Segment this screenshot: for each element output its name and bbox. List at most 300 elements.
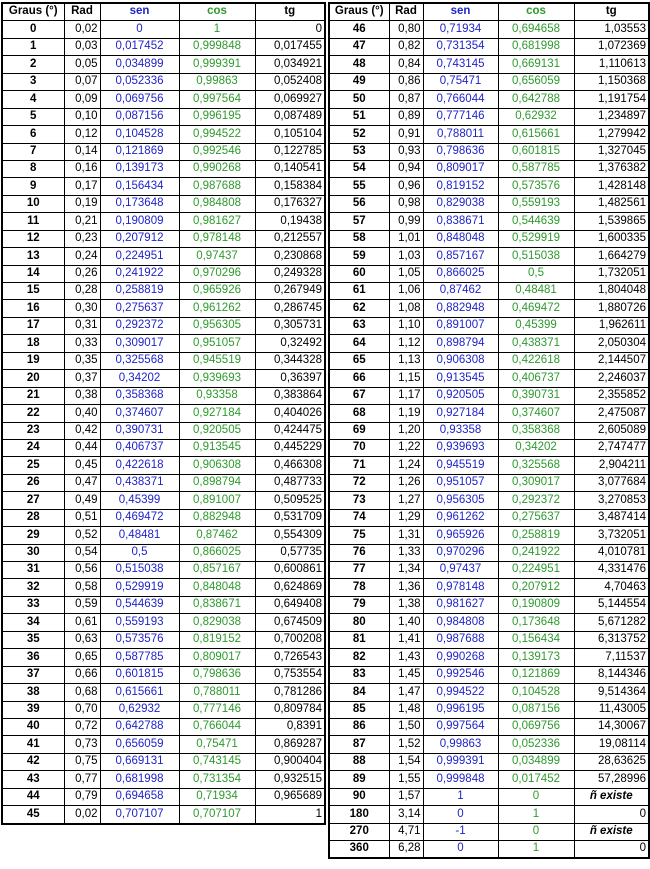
sine-cell: 0,99863 — [423, 736, 498, 753]
sine-cell: 0,45399 — [100, 492, 179, 509]
cosine-cell: 0,087156 — [498, 701, 574, 718]
tangent-cell: 0,674509 — [255, 614, 325, 631]
degrees-cell: 11 — [2, 213, 64, 230]
table-row — [2, 108, 325, 125]
sine-cell: 0,358368 — [100, 387, 179, 404]
degrees-cell: 84 — [329, 684, 389, 701]
tangent-cell: 0,600861 — [255, 562, 325, 579]
tangent-cell: 2,475087 — [574, 405, 649, 422]
header-row — [2, 3, 325, 21]
degrees-cell: 23 — [2, 422, 64, 439]
sine-cell: 0,731354 — [423, 38, 498, 55]
tangent-cell: 2,050304 — [574, 335, 649, 352]
header-radians: Rad — [389, 3, 423, 21]
cosine-cell: 0,258819 — [498, 527, 574, 544]
table-row — [2, 265, 325, 282]
degrees-cell: 18 — [2, 335, 64, 352]
table-row — [2, 457, 325, 474]
table-row — [2, 492, 325, 509]
degrees-cell: 9 — [2, 178, 64, 195]
tangent-cell: 0,8391 — [255, 718, 325, 735]
degrees-cell: 86 — [329, 718, 389, 735]
header-row — [329, 3, 649, 21]
sine-cell: 0,104528 — [100, 126, 179, 143]
tangent-cell: 0,230868 — [255, 248, 325, 265]
sine-cell: 0,587785 — [100, 649, 179, 666]
table-row — [2, 178, 325, 195]
cosine-cell: 0,601815 — [498, 143, 574, 160]
table-row — [2, 143, 325, 160]
table-row — [329, 788, 649, 805]
sine-cell: 0,777146 — [423, 108, 498, 125]
degrees-cell: 78 — [329, 579, 389, 596]
sine-cell: 0,945519 — [423, 457, 498, 474]
tangent-cell: 3,270853 — [574, 492, 649, 509]
degrees-cell: 63 — [329, 317, 389, 334]
degrees-cell: 81 — [329, 631, 389, 648]
table-row — [2, 213, 325, 230]
cosine-cell: 0,156434 — [498, 631, 574, 648]
radians-cell: 1,10 — [389, 317, 423, 334]
header-tangent: tg — [255, 3, 325, 21]
radians-cell: 0,73 — [64, 736, 100, 753]
sine-cell: 0,838671 — [423, 213, 498, 230]
table-row — [2, 684, 325, 701]
table-row — [2, 544, 325, 561]
degrees-cell: 33 — [2, 596, 64, 613]
radians-cell: 1,48 — [389, 701, 423, 718]
table-row — [2, 300, 325, 317]
sine-cell: 0,62932 — [100, 701, 179, 718]
tangent-cell: 7,11537 — [574, 649, 649, 666]
tangent-cell: 0,531709 — [255, 509, 325, 526]
sine-cell: 0,961262 — [423, 509, 498, 526]
radians-cell: 0,26 — [64, 265, 100, 282]
degrees-cell: 270 — [329, 823, 389, 840]
table-row — [2, 509, 325, 526]
cosine-cell: 0,438371 — [498, 335, 574, 352]
sine-cell: 0,913545 — [423, 370, 498, 387]
radians-cell: 0,02 — [64, 21, 100, 38]
sine-cell: 0,052336 — [100, 73, 179, 90]
sine-cell: 0,882948 — [423, 300, 498, 317]
degrees-cell: 57 — [329, 213, 389, 230]
sine-cell: 0,515038 — [100, 562, 179, 579]
degrees-cell: 47 — [329, 38, 389, 55]
table-row — [329, 562, 649, 579]
radians-cell: 0,70 — [64, 701, 100, 718]
cosine-cell: 0,951057 — [179, 335, 255, 352]
radians-cell: 0,37 — [64, 370, 100, 387]
table-row — [329, 439, 649, 456]
cosine-cell: 0,913545 — [179, 439, 255, 456]
radians-cell: 0,14 — [64, 143, 100, 160]
tangent-cell: 0 — [574, 806, 649, 823]
cosine-cell: 0,656059 — [498, 73, 574, 90]
table-row — [329, 56, 649, 73]
table-row — [2, 579, 325, 596]
radians-cell: 1,12 — [389, 335, 423, 352]
radians-cell: 0,61 — [64, 614, 100, 631]
radians-cell: 3,14 — [389, 806, 423, 823]
radians-cell: 0,09 — [64, 91, 100, 108]
cosine-cell: 0,743145 — [179, 753, 255, 770]
cosine-cell: 0,939693 — [179, 370, 255, 387]
radians-cell: 0,77 — [64, 771, 100, 788]
tangent-cell: 3,732051 — [574, 527, 649, 544]
degrees-cell: 0 — [2, 21, 64, 38]
radians-cell: 0,65 — [64, 649, 100, 666]
cosine-cell: 0,71934 — [179, 788, 255, 805]
degrees-cell: 66 — [329, 370, 389, 387]
table-row — [2, 387, 325, 404]
degrees-cell: 51 — [329, 108, 389, 125]
radians-cell: 4,71 — [389, 823, 423, 840]
degrees-cell: 61 — [329, 283, 389, 300]
tangent-cell: 0,466308 — [255, 457, 325, 474]
degrees-cell: 22 — [2, 405, 64, 422]
table-row — [329, 283, 649, 300]
cosine-cell: 0,93358 — [179, 387, 255, 404]
tangent-cell: 1,600335 — [574, 230, 649, 247]
table-row — [2, 788, 325, 805]
cosine-cell: 0 — [498, 823, 574, 840]
sine-cell: 0,829038 — [423, 195, 498, 212]
tangent-cell: 4,70463 — [574, 579, 649, 596]
degrees-cell: 50 — [329, 91, 389, 108]
sine-cell: 0,156434 — [100, 178, 179, 195]
sine-cell: 0,559193 — [100, 614, 179, 631]
cosine-cell: 0,374607 — [498, 405, 574, 422]
radians-cell: 0,44 — [64, 439, 100, 456]
radians-cell: 0,07 — [64, 73, 100, 90]
radians-cell: 0,87 — [389, 91, 423, 108]
radians-cell: 0,12 — [64, 126, 100, 143]
sine-cell: 0,121869 — [100, 143, 179, 160]
cosine-cell: 0,681998 — [498, 38, 574, 55]
table-row — [329, 265, 649, 282]
tangent-cell: 0,158384 — [255, 178, 325, 195]
radians-cell: 0,17 — [64, 178, 100, 195]
cosine-cell: 0,927184 — [179, 405, 255, 422]
table-row — [329, 841, 649, 859]
sine-cell: 0,984808 — [423, 614, 498, 631]
cosine-cell: 0,987688 — [179, 178, 255, 195]
degrees-cell: 39 — [2, 701, 64, 718]
sine-cell: 0,997564 — [423, 718, 498, 735]
table-row — [329, 387, 649, 404]
sine-cell: 0,275637 — [100, 300, 179, 317]
degrees-cell: 90 — [329, 788, 389, 805]
table-row — [329, 649, 649, 666]
radians-cell: 0,21 — [64, 213, 100, 230]
trig-table-left — [1, 2, 326, 825]
cosine-cell: 0,544639 — [498, 213, 574, 230]
sine-cell: 0,927184 — [423, 405, 498, 422]
sine-cell: 0,866025 — [423, 265, 498, 282]
cosine-cell: 0,838671 — [179, 596, 255, 613]
table-row — [329, 126, 649, 143]
tangent-cell: 0,404026 — [255, 405, 325, 422]
degrees-cell: 82 — [329, 649, 389, 666]
table-row — [2, 91, 325, 108]
table-row — [329, 195, 649, 212]
tangent-cell: 1,428148 — [574, 178, 649, 195]
cosine-cell: 0,75471 — [179, 736, 255, 753]
sine-cell: 0,996195 — [423, 701, 498, 718]
sine-cell: 0,529919 — [100, 579, 179, 596]
tangent-cell: 0,383864 — [255, 387, 325, 404]
degrees-cell: 85 — [329, 701, 389, 718]
degrees-cell: 4 — [2, 91, 64, 108]
cosine-cell: 0,358368 — [498, 422, 574, 439]
sine-cell: 0,325568 — [100, 352, 179, 369]
cosine-cell: 1 — [179, 21, 255, 38]
table-row — [2, 718, 325, 735]
table-row — [2, 21, 325, 38]
table-row — [2, 230, 325, 247]
tangent-cell: 0,424475 — [255, 422, 325, 439]
cosine-cell: 0,669131 — [498, 56, 574, 73]
tangent-cell: 0,487733 — [255, 474, 325, 491]
table-row — [2, 666, 325, 683]
tangent-cell: 6,313752 — [574, 631, 649, 648]
table-row — [2, 405, 325, 422]
table-row — [2, 701, 325, 718]
degrees-cell: 59 — [329, 248, 389, 265]
radians-cell: 0,05 — [64, 56, 100, 73]
radians-cell: 0,56 — [64, 562, 100, 579]
sine-cell: 0,999391 — [423, 753, 498, 770]
table-row — [329, 300, 649, 317]
degrees-cell: 64 — [329, 335, 389, 352]
radians-cell: 1,27 — [389, 492, 423, 509]
radians-cell: 1,36 — [389, 579, 423, 596]
radians-cell: 0,94 — [389, 160, 423, 177]
cosine-cell: 0,515038 — [498, 248, 574, 265]
radians-cell: 0,42 — [64, 422, 100, 439]
cosine-cell: 0,999848 — [179, 38, 255, 55]
degrees-cell: 32 — [2, 579, 64, 596]
cosine-cell: 0,992546 — [179, 143, 255, 160]
table-row — [329, 614, 649, 631]
cosine-cell: 0,829038 — [179, 614, 255, 631]
sine-cell: 0,809017 — [423, 160, 498, 177]
cosine-cell: 0,052336 — [498, 736, 574, 753]
sine-cell: 0,422618 — [100, 457, 179, 474]
sine-cell: 0,939693 — [423, 439, 498, 456]
cosine-cell: 0,034899 — [498, 753, 574, 770]
cosine-cell: 0,275637 — [498, 509, 574, 526]
degrees-cell: 69 — [329, 422, 389, 439]
radians-cell: 0,82 — [389, 38, 423, 55]
degrees-cell: 80 — [329, 614, 389, 631]
table-row — [329, 579, 649, 596]
tangent-cell: 0,087489 — [255, 108, 325, 125]
sine-cell: 0,956305 — [423, 492, 498, 509]
tangent-cell: 8,144346 — [574, 666, 649, 683]
tangent-cell: 0,509525 — [255, 492, 325, 509]
table-row — [329, 108, 649, 125]
cosine-cell: 0,97437 — [179, 248, 255, 265]
radians-cell: 0,19 — [64, 195, 100, 212]
table-row — [2, 474, 325, 491]
sine-cell: 0,848048 — [423, 230, 498, 247]
cosine-cell: 0,069756 — [498, 718, 574, 735]
degrees-cell: 71 — [329, 457, 389, 474]
cosine-cell: 0,999391 — [179, 56, 255, 73]
degrees-cell: 65 — [329, 352, 389, 369]
cosine-cell: 0,996195 — [179, 108, 255, 125]
table-row — [329, 160, 649, 177]
tangent-cell: 0,344328 — [255, 352, 325, 369]
tangent-cell: 4,010781 — [574, 544, 649, 561]
tangent-cell: 2,747477 — [574, 439, 649, 456]
radians-cell: 0,47 — [64, 474, 100, 491]
sine-cell: 0,241922 — [100, 265, 179, 282]
tangent-cell: 0,19438 — [255, 213, 325, 230]
cosine-cell: 0,694658 — [498, 21, 574, 38]
table-row — [329, 335, 649, 352]
tangent-cell: 0,36397 — [255, 370, 325, 387]
tangent-cell: 0,017455 — [255, 38, 325, 55]
cosine-cell: 0,978148 — [179, 230, 255, 247]
cosine-cell: 0,292372 — [498, 492, 574, 509]
table-row — [329, 422, 649, 439]
table-row — [2, 631, 325, 648]
table-row — [329, 21, 649, 38]
cosine-cell: 0,559193 — [498, 195, 574, 212]
tangent-cell: 0,932515 — [255, 771, 325, 788]
sine-cell: 0,669131 — [100, 753, 179, 770]
degrees-cell: 25 — [2, 457, 64, 474]
cosine-cell: 0,173648 — [498, 614, 574, 631]
tangent-cell: 0,212557 — [255, 230, 325, 247]
sine-cell: 0,965926 — [423, 527, 498, 544]
tangent-cell: 5,671282 — [574, 614, 649, 631]
cosine-cell: 0,766044 — [179, 718, 255, 735]
sine-cell: 0,93358 — [423, 422, 498, 439]
tangent-cell: 1 — [255, 806, 325, 824]
degrees-cell: 58 — [329, 230, 389, 247]
degrees-cell: 83 — [329, 666, 389, 683]
degrees-cell: 48 — [329, 56, 389, 73]
tangent-cell: 0,105104 — [255, 126, 325, 143]
cosine-cell: 0,390731 — [498, 387, 574, 404]
cosine-cell: 0,017452 — [498, 771, 574, 788]
tangent-cell: 0,069927 — [255, 91, 325, 108]
tangent-cell: 0,445229 — [255, 439, 325, 456]
radians-cell: 1,33 — [389, 544, 423, 561]
sine-cell: 0,788011 — [423, 126, 498, 143]
radians-cell: 1,06 — [389, 283, 423, 300]
table-row — [329, 527, 649, 544]
table-row — [329, 509, 649, 526]
header-tangent: tg — [574, 3, 649, 21]
tangent-cell: 2,144507 — [574, 352, 649, 369]
cosine-cell: 0,994522 — [179, 126, 255, 143]
tangent-cell: 3,077684 — [574, 474, 649, 491]
table-row — [329, 73, 649, 90]
sine-cell: 0,87462 — [423, 283, 498, 300]
sine-cell: 0,207912 — [100, 230, 179, 247]
tangent-cell: 1,234897 — [574, 108, 649, 125]
degrees-cell: 44 — [2, 788, 64, 805]
degrees-cell: 74 — [329, 509, 389, 526]
sine-cell: 0 — [423, 841, 498, 859]
sine-cell: 0,891007 — [423, 317, 498, 334]
radians-cell: 0,68 — [64, 684, 100, 701]
tangent-cell: 19,08114 — [574, 736, 649, 753]
table-row — [329, 753, 649, 770]
radians-cell: 1,50 — [389, 718, 423, 735]
tangent-cell: 1,880726 — [574, 300, 649, 317]
table-row — [2, 736, 325, 753]
radians-cell: 1,45 — [389, 666, 423, 683]
tangent-cell: 0,624869 — [255, 579, 325, 596]
tangent-cell: 2,605089 — [574, 422, 649, 439]
radians-cell: 1,19 — [389, 405, 423, 422]
sine-cell: 0,017452 — [100, 38, 179, 55]
tangent-cell: 0,32492 — [255, 335, 325, 352]
cosine-cell: 0,965926 — [179, 283, 255, 300]
radians-cell: 0,66 — [64, 666, 100, 683]
sine-cell: 1 — [423, 788, 498, 805]
degrees-cell: 180 — [329, 806, 389, 823]
sine-cell: 0,190809 — [100, 213, 179, 230]
tangent-cell: 14,30067 — [574, 718, 649, 735]
degrees-cell: 56 — [329, 195, 389, 212]
degrees-cell: 40 — [2, 718, 64, 735]
table-row — [329, 736, 649, 753]
sine-cell: 0,766044 — [423, 91, 498, 108]
table-row — [329, 457, 649, 474]
table-row — [2, 73, 325, 90]
trig-table-right — [328, 2, 650, 859]
tangent-cell: 0,726543 — [255, 649, 325, 666]
header-degrees: Graus (°) — [2, 3, 64, 21]
table-row — [2, 248, 325, 265]
table-row — [2, 38, 325, 55]
cosine-cell: 0,866025 — [179, 544, 255, 561]
sine-cell: 0,034899 — [100, 56, 179, 73]
tangent-cell: 5,144554 — [574, 596, 649, 613]
radians-cell: 1,17 — [389, 387, 423, 404]
radians-cell: 1,13 — [389, 352, 423, 369]
tangent-cell: 0,286745 — [255, 300, 325, 317]
degrees-cell: 29 — [2, 527, 64, 544]
degrees-cell: 42 — [2, 753, 64, 770]
radians-cell: 0,93 — [389, 143, 423, 160]
table-row — [2, 195, 325, 212]
degrees-cell: 1 — [2, 38, 64, 55]
radians-cell: 0,86 — [389, 73, 423, 90]
radians-cell: 0,49 — [64, 492, 100, 509]
degrees-cell: 76 — [329, 544, 389, 561]
sine-cell: 0,681998 — [100, 771, 179, 788]
degrees-cell: 34 — [2, 614, 64, 631]
cosine-cell: 0,970296 — [179, 265, 255, 282]
tangent-cell: 1,732051 — [574, 265, 649, 282]
header-degrees: Graus (°) — [329, 3, 389, 21]
degrees-cell: 14 — [2, 265, 64, 282]
sine-cell: 0,898794 — [423, 335, 498, 352]
degrees-cell: 20 — [2, 370, 64, 387]
radians-cell: 0,96 — [389, 178, 423, 195]
degrees-cell: 45 — [2, 806, 64, 824]
degrees-cell: 43 — [2, 771, 64, 788]
table-row — [329, 823, 649, 840]
